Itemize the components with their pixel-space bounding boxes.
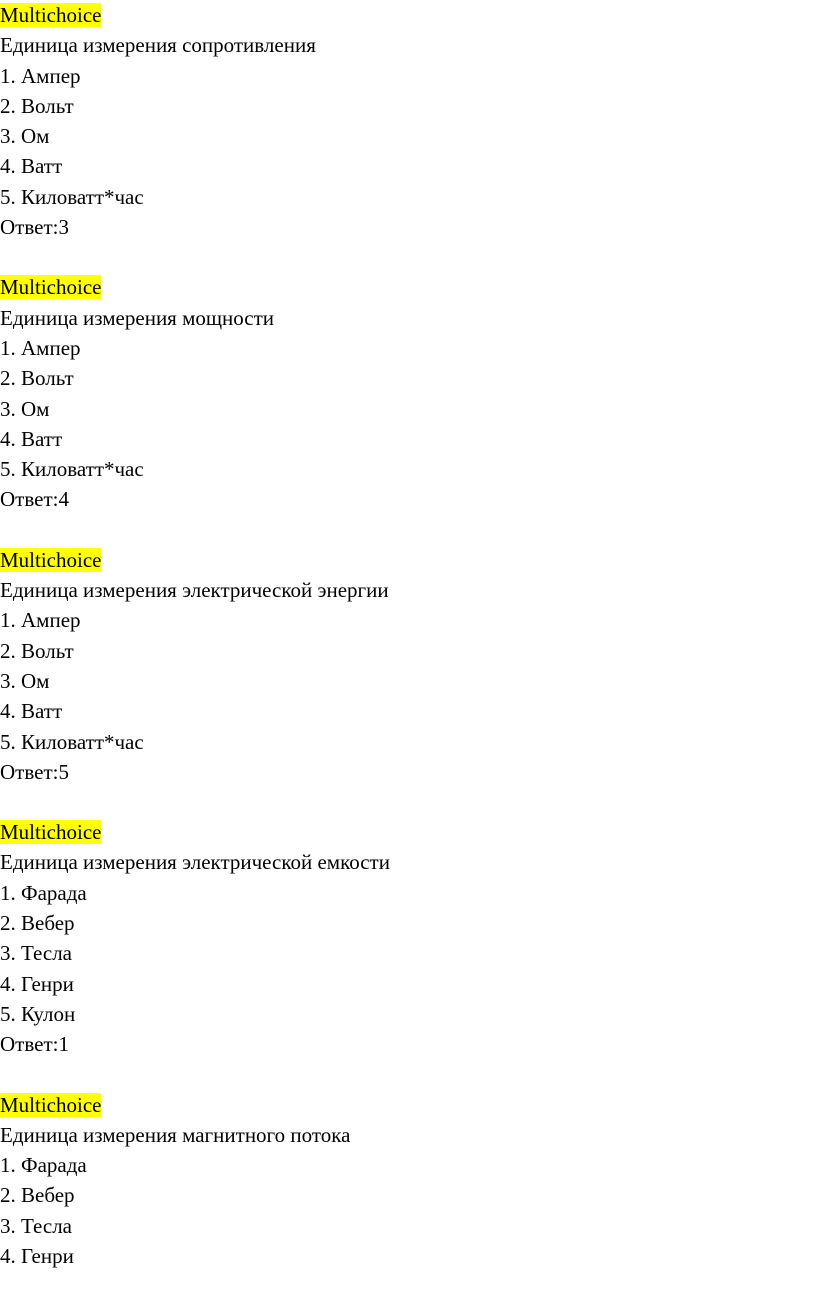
- question-type-tag: Multichoice: [0, 275, 102, 300]
- answer-option: 2. Вебер: [0, 911, 75, 936]
- question-type-tag: Multichoice: [0, 547, 102, 572]
- answer-option: 2. Вольт: [0, 638, 74, 663]
- answer-option: 5. Киловатт*час: [0, 184, 144, 209]
- question-block-2: [0, 272, 816, 514]
- question-text: Единица измерения сопротивления: [0, 33, 316, 58]
- answer-option: 5. Киловатт*час: [0, 457, 144, 482]
- question-type-tag-line: [0, 0, 816, 30]
- question-type-tag-line: [0, 1090, 816, 1120]
- answer-option: 1. Фарада: [0, 880, 87, 905]
- question-type-tag: Multichoice: [0, 1092, 102, 1117]
- answer-option: 4. Ватт: [0, 426, 63, 451]
- answer-option: 4. Ватт: [0, 154, 63, 179]
- answer-option: 3. Ом: [0, 668, 50, 693]
- question-block-3: [0, 545, 816, 787]
- answer-option: 4. Ватт: [0, 699, 63, 724]
- answer-option: 4. Генри: [0, 971, 74, 996]
- answer-option: 1. Фарада: [0, 1153, 87, 1178]
- question-type-tag-line: [0, 272, 816, 302]
- question-block-4: [0, 817, 816, 1059]
- answer-option: 3. Тесла: [0, 941, 72, 966]
- question-text: Единица измерения магнитного потока: [0, 1122, 351, 1147]
- question-block-1: [0, 0, 816, 242]
- answer-option: 3. Ом: [0, 124, 50, 149]
- question-text: Единица измерения мощности: [0, 305, 275, 330]
- question-type-tag: Multichoice: [0, 3, 102, 27]
- answer-option: 2. Вебер: [0, 1183, 75, 1208]
- answer-option: 1. Ампер: [0, 335, 81, 360]
- answer-option: 4. Генри: [0, 1243, 74, 1268]
- question-type-tag-line: [0, 545, 816, 575]
- answer-option: 3. Ом: [0, 396, 50, 421]
- correct-answer: Ответ:3: [0, 215, 69, 240]
- question-block-5: [0, 1090, 816, 1272]
- answer-option: 5. Киловатт*час: [0, 729, 144, 754]
- answer-option: 3. Тесла: [0, 1213, 72, 1238]
- correct-answer: Ответ:5: [0, 759, 69, 784]
- correct-answer: Ответ:1: [0, 1032, 69, 1057]
- answer-option: 2. Вольт: [0, 366, 74, 391]
- answer-option: 5. Кулон: [0, 1001, 76, 1026]
- answer-option: 1. Ампер: [0, 608, 81, 633]
- correct-answer: Ответ:4: [0, 487, 69, 512]
- question-type-tag-line: [0, 817, 816, 847]
- question-text: Единица измерения электрической емкости: [0, 850, 390, 875]
- answer-option: 1. Ампер: [0, 63, 81, 88]
- question-text: Единица измерения электрической энергии: [0, 578, 389, 603]
- question-type-tag: Multichoice: [0, 820, 102, 845]
- answer-option: 2. Вольт: [0, 93, 74, 118]
